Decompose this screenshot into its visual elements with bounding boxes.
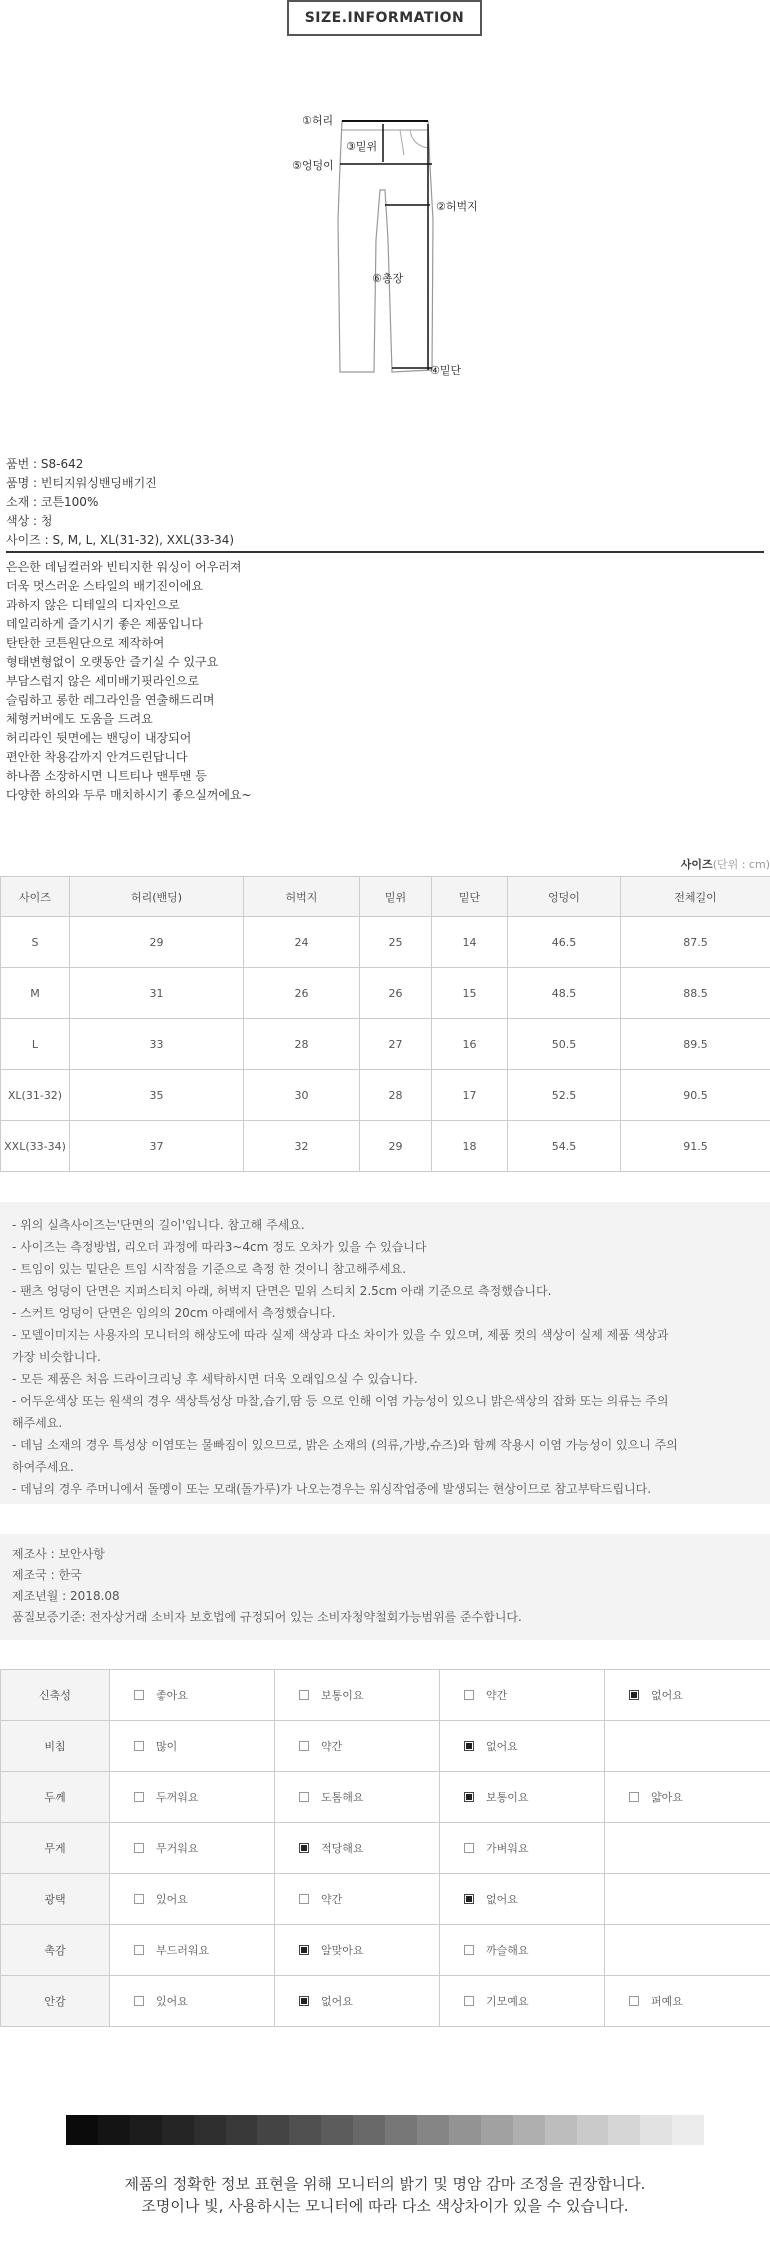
maker-country: 제조국 : 한국 (12, 1568, 82, 1582)
description-line: 부담스럽지 않은 세미배기핏라인으로 (6, 674, 200, 688)
size-cell: 87.5 (621, 917, 770, 968)
size-header-cell: 밑위 (360, 877, 432, 917)
size-row (1, 1121, 770, 1172)
gray-swatch (449, 2115, 481, 2145)
label-rise: ③밑위 (346, 140, 378, 153)
feel-option-cell (275, 1874, 440, 1925)
section-title: SIZE.INFORMATION (287, 0, 482, 36)
size-cell: S (1, 917, 70, 968)
feel-row (1, 1925, 770, 1976)
note-line: - 데님의 경우 주머니에서 돌멩이 또는 모래(돌가루)가 나오는경우는 워싱작업중에 발생되는 현상이므로 참고부탁드립니다. (12, 1482, 652, 1496)
size-cell: 31 (70, 968, 244, 1019)
checkbox[interactable] (134, 1894, 144, 1904)
feel-option-label: 약간 (321, 1740, 343, 1753)
fabric-feel-table (0, 1669, 770, 2027)
checkbox[interactable] (629, 1996, 639, 2006)
size-cell: 32 (244, 1121, 360, 1172)
checkbox[interactable] (299, 1741, 309, 1751)
checkbox[interactable] (464, 1843, 474, 1853)
feel-option-cell (110, 1823, 275, 1874)
checked-checkbox[interactable] (464, 1741, 474, 1751)
feel-option-cell (110, 1772, 275, 1823)
description-line: 탄탄한 코튼원단으로 제작하여 (6, 636, 165, 650)
description-line: 데일리하게 즐기시기 좋은 제품입니다 (6, 617, 203, 631)
label-hip: ⑤엉덩이 (292, 159, 334, 172)
note-line: - 트임이 있는 밑단은 트임 시작점을 기준으로 측정 한 것이니 참고해주세요. (12, 1262, 407, 1276)
feel-option-label: 퍼예요 (651, 1995, 683, 2008)
gray-swatch (321, 2115, 353, 2145)
feel-option-cell (605, 1721, 770, 1772)
feel-label: 두께 (1, 1772, 110, 1823)
spec-code: 품번 : S8-642 (6, 457, 84, 471)
feel-option-cell (440, 1823, 605, 1874)
checkbox[interactable] (134, 1843, 144, 1853)
description-line: 다양한 하의와 두루 매치하시기 좋으실꺼에요~ (6, 788, 252, 802)
description-line: 편안한 착용감까지 안겨드린답니다 (6, 750, 188, 764)
description-line: 형태변형없이 오랫동안 즐기실 수 있구요 (6, 655, 219, 669)
note-line: - 위의 실측사이즈는'단면의 길이'입니다. 참고해 주세요. (12, 1218, 305, 1232)
label-waist: ①허리 (302, 114, 334, 127)
checkbox[interactable] (299, 1894, 309, 1904)
description-line: 하나쯤 소장하시면 니트티나 맨투맨 등 (6, 769, 207, 783)
feel-row (1, 1976, 770, 2027)
size-header-cell: 사이즈 (1, 877, 70, 917)
feel-option-cell (110, 1976, 275, 2027)
size-header-cell: 밑단 (432, 877, 508, 917)
size-cell: 14 (432, 917, 508, 968)
manufacturer-info (0, 1534, 770, 1640)
size-cell: 30 (244, 1070, 360, 1121)
size-header-cell: 전체길이 (621, 877, 770, 917)
feel-row (1, 1670, 770, 1721)
size-cell: 28 (244, 1019, 360, 1070)
note-line: - 어두운색상 또는 원색의 경우 색상특성상 마찰,습기,땀 등 으로 인해 이염 가능성이 있으니 밝은색상의 잡화 또는 의류는 주의 (12, 1394, 669, 1408)
feel-option-cell (275, 1823, 440, 1874)
size-header-cell: 허벅지 (244, 877, 360, 917)
note-line: - 스커트 엉덩이 단면은 임의의 20cm 아래에서 측정했습니다. (12, 1306, 336, 1320)
checkbox[interactable] (629, 1792, 639, 1802)
feel-option-cell (275, 1772, 440, 1823)
note-line: - 사이즈는 측정방법, 리오더 과정에 따라3~4cm 정도 오차가 있을 수 있습니다 (12, 1240, 427, 1254)
feel-option-label: 무거워요 (156, 1842, 199, 1855)
checkbox[interactable] (134, 1945, 144, 1955)
note-line: - 데님 소재의 경우 특성상 이염또는 물빠짐이 있으므로, 밝은 소재의 (의류,가방,슈즈)와 함께 작용시 이염 가능성이 있으니 주의 (12, 1438, 678, 1452)
gray-swatch (513, 2115, 545, 2145)
feel-option-cell (440, 1976, 605, 2027)
gray-swatch (257, 2115, 289, 2145)
size-cell: 16 (432, 1019, 508, 1070)
feel-row (1, 1874, 770, 1925)
feel-option-cell (275, 1721, 440, 1772)
pants-diagram (0, 110, 770, 390)
maker-date: 제조년월 : 2018.08 (12, 1589, 120, 1603)
gray-swatch (162, 2115, 194, 2145)
size-cell: 48.5 (508, 968, 621, 1019)
spec-sizes: 사이즈 : S, M, L, XL(31-32), XXL(33-34) (6, 533, 235, 547)
feel-option-label: 좋아요 (156, 1689, 188, 1702)
feel-option-label: 없어요 (486, 1893, 518, 1906)
spec-color: 색상 : 청 (6, 514, 53, 528)
checkbox[interactable] (299, 1792, 309, 1802)
size-cell: 28 (360, 1070, 432, 1121)
feel-option-cell (275, 1670, 440, 1721)
size-cell: 91.5 (621, 1121, 770, 1172)
feel-option-cell (440, 1721, 605, 1772)
feel-option-cell (440, 1874, 605, 1925)
size-cell: 50.5 (508, 1019, 621, 1070)
gray-swatch (289, 2115, 321, 2145)
gray-swatch (417, 2115, 449, 2145)
footer-line-1: 제품의 정확한 정보 표현을 위해 모니터의 밝기 및 명암 감마 조정을 권장합니다. (124, 2175, 646, 2193)
feel-label: 안감 (1, 1976, 110, 2027)
size-cell: 26 (244, 968, 360, 1019)
feel-option-cell (605, 1925, 770, 1976)
size-unit-label (681, 856, 770, 872)
checkbox[interactable] (134, 1792, 144, 1802)
checkbox[interactable] (299, 1690, 309, 1700)
grayscale-bar (66, 2115, 704, 2145)
product-spec (6, 455, 766, 550)
feel-option-cell (110, 1670, 275, 1721)
description-line: 과하지 않은 디테일의 디자인으로 (6, 598, 180, 612)
size-cell: L (1, 1019, 70, 1070)
gray-swatch (66, 2115, 98, 2145)
description-line: 허리라인 뒷면에는 밴딩이 내장되어 (6, 731, 192, 745)
checked-checkbox[interactable] (299, 1996, 309, 2006)
size-row (1, 1019, 770, 1070)
feel-option-label: 도톰해요 (321, 1791, 364, 1804)
checked-checkbox[interactable] (464, 1894, 474, 1904)
feel-label: 신축성 (1, 1670, 110, 1721)
feel-row (1, 1823, 770, 1874)
size-cell: 35 (70, 1070, 244, 1121)
feel-option-cell (605, 1976, 770, 2027)
checked-checkbox[interactable] (464, 1792, 474, 1802)
size-cell: 15 (432, 968, 508, 1019)
gray-swatch (545, 2115, 577, 2145)
description-line: 슬림하고 롱한 레그라인을 연출해드리며 (6, 693, 215, 707)
checked-checkbox[interactable] (299, 1843, 309, 1853)
feel-option-label: 있어요 (156, 1893, 188, 1906)
feel-row (1, 1721, 770, 1772)
gray-swatch (608, 2115, 640, 2145)
checkbox[interactable] (464, 1996, 474, 2006)
size-row (1, 917, 770, 968)
feel-option-label: 까슬해요 (486, 1944, 529, 1957)
maker-warranty: 품질보증기준: 전자상거래 소비자 보호법에 규정되어 있는 소비자청약철회가능범위를 준수합니다. (12, 1610, 522, 1624)
gray-swatch (481, 2115, 513, 2145)
spec-name: 품명 : 빈티지워싱밴딩배기진 (6, 476, 157, 490)
size-cell: 25 (360, 917, 432, 968)
size-cell: M (1, 968, 70, 1019)
gray-swatch (194, 2115, 226, 2145)
size-cell: 46.5 (508, 917, 621, 968)
size-cell: 54.5 (508, 1121, 621, 1172)
gray-swatch (98, 2115, 130, 2145)
divider (6, 551, 764, 553)
footer-line-2: 조명이나 빛, 사용하시는 모니터에 따라 다소 색상차이가 있을 수 있습니다. (141, 2197, 629, 2215)
feel-option-cell (605, 1874, 770, 1925)
feel-option-label: 기모예요 (486, 1995, 529, 2008)
label-thigh: ②허벅지 (436, 200, 478, 213)
feel-option-label: 보통이요 (486, 1791, 529, 1804)
size-cell: 24 (244, 917, 360, 968)
pants-outline (0, 110, 770, 390)
feel-option-label: 약간 (486, 1689, 508, 1702)
note-line: - 팬츠 엉덩이 단면은 지퍼스티치 아래, 허벅지 단면은 밑위 스티치 2.5cm 아래 기준으로 측정했습니다. (12, 1284, 552, 1298)
label-hem: ④밑단 (430, 364, 462, 377)
checkbox[interactable] (134, 1996, 144, 2006)
size-cell: 29 (360, 1121, 432, 1172)
checkbox[interactable] (464, 1945, 474, 1955)
feel-option-label: 적당해요 (321, 1842, 364, 1855)
feel-option-cell (440, 1670, 605, 1721)
feel-option-label: 보통이요 (321, 1689, 364, 1702)
size-header-cell: 허리(밴딩) (70, 877, 244, 917)
size-cell: 89.5 (621, 1019, 770, 1070)
size-cell: 17 (432, 1070, 508, 1121)
note-line: - 모든 제품은 처음 드라이크리닝 후 세탁하시면 더욱 오래입으실 수 있습니다. (12, 1372, 418, 1386)
feel-option-cell (110, 1721, 275, 1772)
gray-swatch (672, 2115, 704, 2145)
size-cell: 33 (70, 1019, 244, 1070)
unit-label: (단위 : cm) (712, 858, 770, 871)
note-line: 하여주세요. (12, 1460, 74, 1474)
feel-label: 촉감 (1, 1925, 110, 1976)
feel-label: 광택 (1, 1874, 110, 1925)
checked-checkbox[interactable] (299, 1945, 309, 1955)
size-label: 사이즈 (680, 858, 713, 871)
notes-box (0, 1202, 770, 1504)
feel-option-cell (605, 1772, 770, 1823)
feel-option-label: 많이 (156, 1740, 178, 1753)
size-cell: XL(31-32) (1, 1070, 70, 1121)
size-cell: 37 (70, 1121, 244, 1172)
gray-swatch (130, 2115, 162, 2145)
feel-option-cell (440, 1925, 605, 1976)
product-description (6, 558, 766, 805)
size-cell: 26 (360, 968, 432, 1019)
feel-option-cell (110, 1874, 275, 1925)
size-cell: 18 (432, 1121, 508, 1172)
maker-company: 제조사 : 보안사항 (12, 1547, 105, 1561)
size-cell: 27 (360, 1019, 432, 1070)
feel-option-label: 부드러워요 (156, 1944, 210, 1957)
feel-option-label: 가벼워요 (486, 1842, 529, 1855)
spec-material: 소재 : 코튼100% (6, 495, 99, 509)
feel-option-label: 두꺼워요 (156, 1791, 199, 1804)
gray-swatch (385, 2115, 417, 2145)
size-cell: XXL(33-34) (1, 1121, 70, 1172)
size-header-cell: 엉덩이 (508, 877, 621, 917)
feel-option-cell (275, 1925, 440, 1976)
feel-option-cell (440, 1772, 605, 1823)
checkbox[interactable] (134, 1690, 144, 1700)
checkbox[interactable] (134, 1741, 144, 1751)
label-length: ⑥총장 (372, 272, 404, 285)
feel-option-cell (275, 1976, 440, 2027)
feel-option-cell (605, 1823, 770, 1874)
gray-swatch (640, 2115, 672, 2145)
checkbox[interactable] (464, 1690, 474, 1700)
feel-row (1, 1772, 770, 1823)
feel-option-label: 약간 (321, 1893, 343, 1906)
size-row (1, 968, 770, 1019)
feel-option-label: 알맞아요 (321, 1944, 364, 1957)
gray-swatch (226, 2115, 258, 2145)
feel-option-label: 없어요 (321, 1995, 353, 2008)
note-line: - 모델이미지는 사용자의 모니터의 해상도에 따라 실제 색상과 다소 차이가 있을 수 있으며, 제품 컷의 색상이 실제 제품 색상과 (12, 1328, 669, 1342)
feel-option-cell (110, 1925, 275, 1976)
size-cell: 90.5 (621, 1070, 770, 1121)
feel-option-cell (605, 1670, 770, 1721)
size-cell: 88.5 (621, 968, 770, 1019)
size-table (0, 876, 770, 1172)
feel-label: 비침 (1, 1721, 110, 1772)
size-cell: 29 (70, 917, 244, 968)
gray-swatch (353, 2115, 385, 2145)
description-line: 은은한 데님컬러와 빈티지한 워싱이 어우러져 (6, 560, 242, 574)
description-line: 더욱 멋스러운 스타일의 배기진이에요 (6, 579, 203, 593)
note-line: 해주세요. (12, 1416, 63, 1430)
gray-swatch (577, 2115, 609, 2145)
note-line: 가장 비슷합니다. (12, 1350, 101, 1364)
feel-option-label: 없어요 (486, 1740, 518, 1753)
feel-option-label: 없어요 (651, 1689, 683, 1702)
description-line: 체형커버에도 도움을 드려요 (6, 712, 153, 726)
size-row (1, 1070, 770, 1121)
size-cell: 52.5 (508, 1070, 621, 1121)
feel-label: 무게 (1, 1823, 110, 1874)
checked-checkbox[interactable] (629, 1690, 639, 1700)
feel-option-label: 얇아요 (651, 1791, 683, 1804)
feel-option-label: 있어요 (156, 1995, 188, 2008)
footer-notice (0, 2173, 770, 2217)
